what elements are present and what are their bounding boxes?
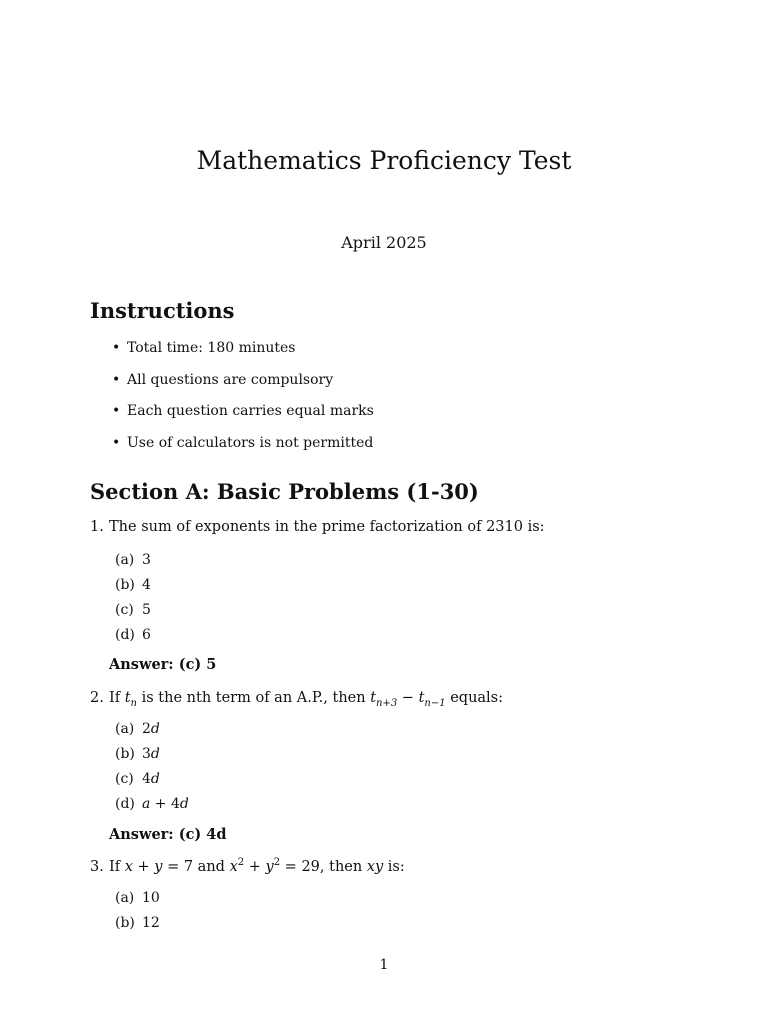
list-item: • Each question carries equal marks <box>112 403 374 419</box>
question-1-options <box>115 551 151 651</box>
bullet-icon: • <box>112 403 121 419</box>
document-date: April 2025 <box>341 233 427 252</box>
option-d: (d) 6 <box>115 627 151 643</box>
instructions-heading: Instructions <box>90 298 235 323</box>
option-a: (a) 3 <box>115 552 151 568</box>
section-a-heading: Section A: Basic Problems (1-30) <box>90 479 479 504</box>
question-text: If x + y = 7 and $x^2 + y^2 = 29$, then xy is: <box>109 857 405 875</box>
question-number: 2. <box>90 690 104 706</box>
list-item: • Use of calculators is not permitted <box>112 434 374 451</box>
question-text: The sum of exponents in the prime factorization of 2310 is: <box>109 519 545 535</box>
question-1 <box>90 518 545 536</box>
question-number: 3. <box>90 859 104 875</box>
question-3-options <box>115 889 160 939</box>
bullet-icon: • <box>112 371 121 388</box>
option-b: (b) 3d <box>115 746 160 762</box>
question-text: If $t_n$ is the nth term of an A.P., then $t_{n+3} - t_{n-1}$ equals: <box>109 690 504 709</box>
answer-2: Answer: (c) 4d <box>109 826 227 843</box>
list-item: • All questions are compulsory <box>112 371 334 388</box>
question-3 <box>90 858 405 876</box>
list-item: • Total time: 180 minutes <box>112 340 296 356</box>
option-c: (c) 5 <box>115 602 151 618</box>
question-2-options <box>115 720 189 820</box>
option-c: (c) 4d <box>115 771 160 787</box>
page-number: 1 <box>379 957 389 973</box>
option-d: (d) a + 4d <box>115 796 189 812</box>
bullet-icon: • <box>112 434 121 451</box>
page-title: Mathematics Proficiency Test <box>196 146 572 175</box>
instructions-list <box>108 339 374 465</box>
answer-1: Answer: (c) 5 <box>109 656 217 673</box>
bullet-icon: • <box>112 340 121 356</box>
question-number: 1. <box>90 519 104 535</box>
option-a: (a) 10 <box>115 890 160 906</box>
option-a: (a) 2d <box>115 721 160 737</box>
option-b: (b) 12 <box>115 915 160 931</box>
question-2 <box>90 689 503 707</box>
option-b: (b) 4 <box>115 577 151 593</box>
